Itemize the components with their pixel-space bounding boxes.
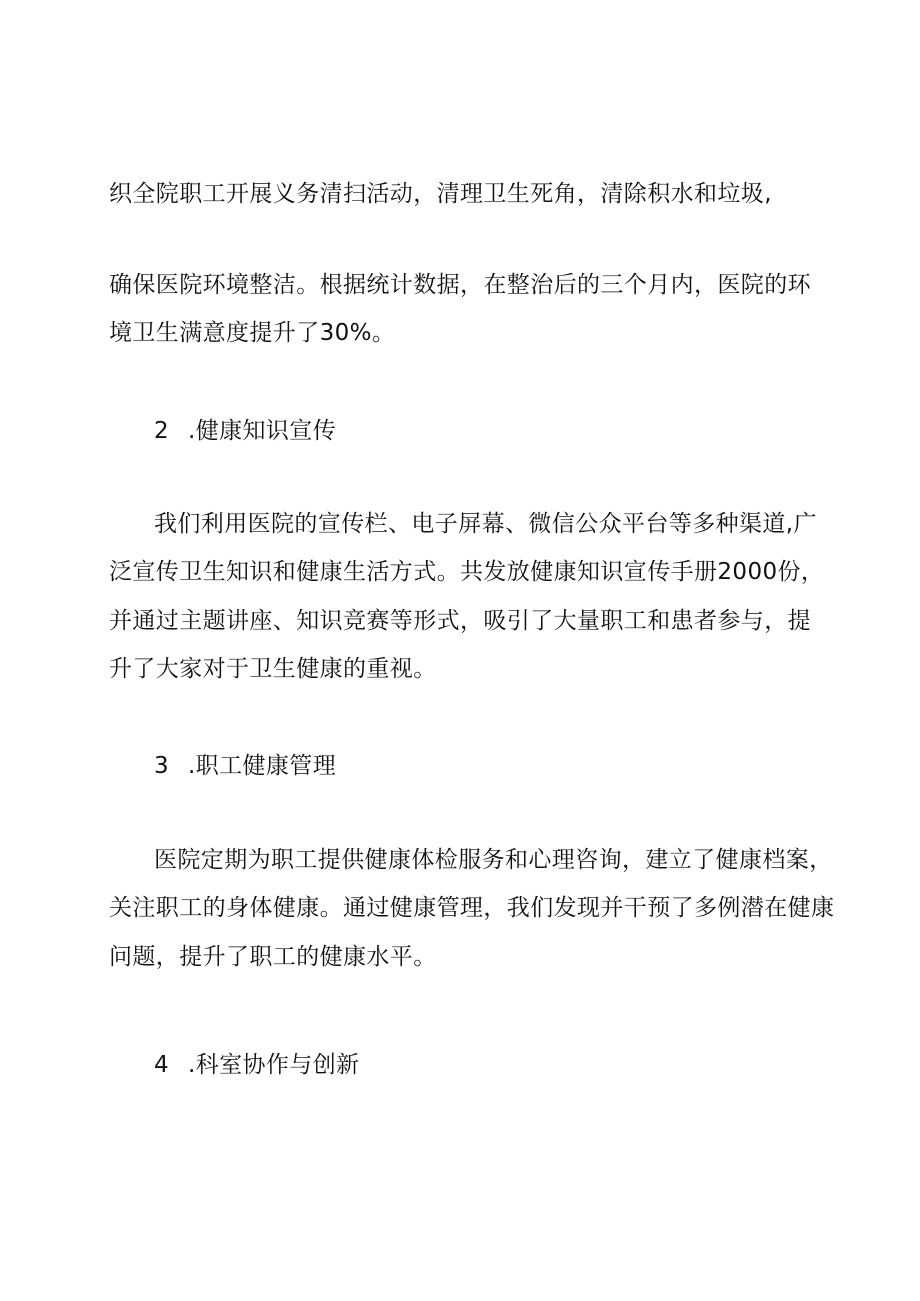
paragraph-line: 升了大家对于卫生健康的重视。 [109,656,437,682]
section-title: .健康知识宣传 [188,418,337,444]
paragraph-line: 医院定期为职工提供健康体检服务和心理咨询，建立了健康档案， [154,847,833,873]
section-title: .科室协作与创新 [188,1052,360,1078]
paragraph-line: 我们利用医院的宣传栏、电子屏幕、微信公众平台等多种渠道,广 [154,511,817,537]
paragraph-line: 织全院职工开展义务清扫活动，清理卫生死角，清除积水和垃圾, [109,181,772,207]
section-heading [154,1048,360,1082]
paragraph-line: 关注职工的身体健康。通过健康管理，我们发现并干预了多例潜在健康 [109,895,835,921]
paragraph-line: 泛宣传卫生知识和健康生活方式。共发放健康知识宣传手册2000份， [109,559,825,585]
paragraph-line: 并通过主题讲座、知识竞赛等形式，吸引了大量职工和患者参与，提 [109,608,811,634]
section-number: 3 [154,753,170,779]
section-number: 2 [154,418,170,444]
section-heading [154,414,336,448]
paragraph-line: 问题，提升了职工的健康水平。 [109,944,437,970]
paragraph-line: 境卫生满意度提升了30%。 [109,320,396,346]
section-title: .职工健康管理 [188,753,337,779]
paragraph-line: 确保医院环境整洁。根据统计数据，在整治后的三个月内，医院的环 [109,272,811,298]
section-number: 4 [154,1052,170,1078]
section-heading [154,749,336,783]
